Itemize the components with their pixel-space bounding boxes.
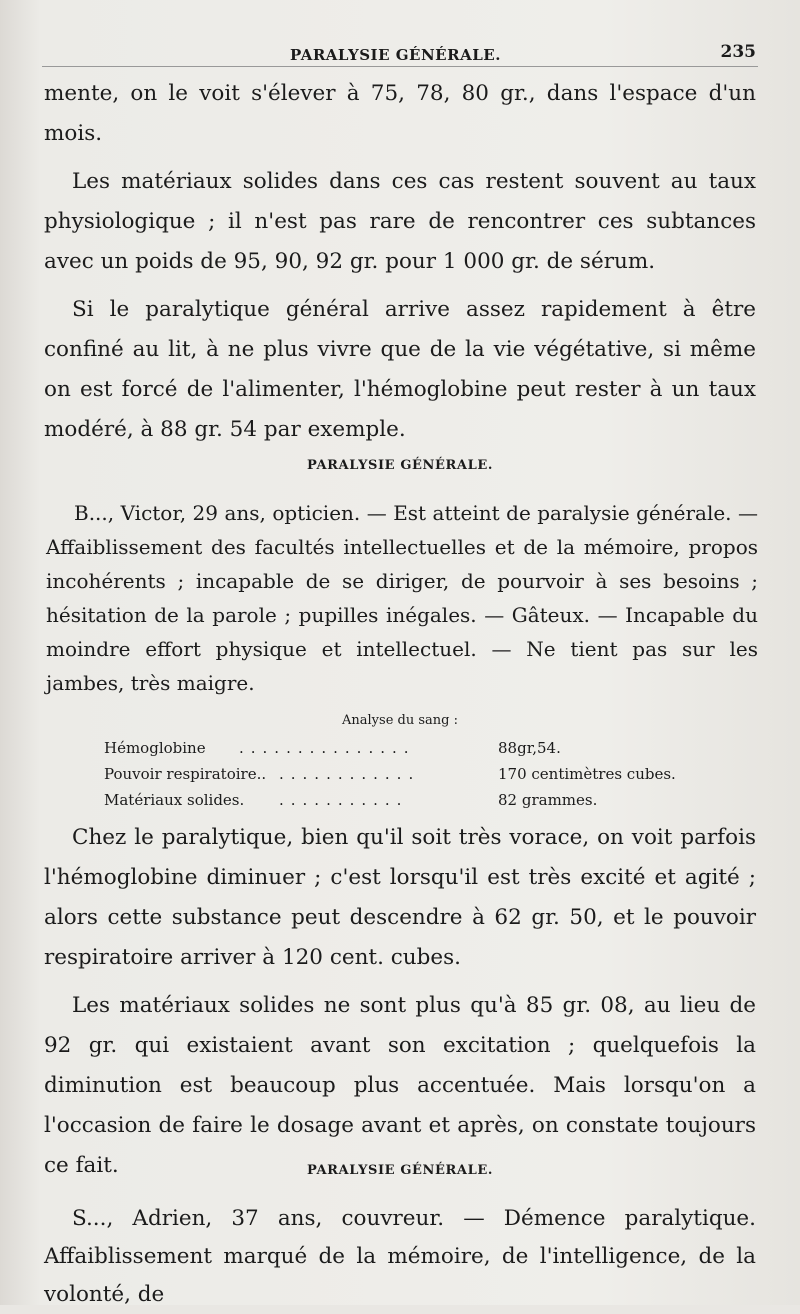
text-block-top [44, 74, 756, 450]
analysis-title: Analyse du sang : [342, 713, 458, 728]
running-title: PARALYSIE GÉNÉRALE. [290, 46, 501, 64]
paragraph: mente, on le voit s'élever à 75, 78, 80 gr., dans l'espace d'un mois. [44, 81, 756, 146]
paragraph: Chez le paralytique, bien qu'il soit très vorace, on voit parfois l'hémoglobine diminuer ; c'est lorsqu'il est très excité et agité ; alors cette substance peut descendre à 62 gr. 50, et le pouvoir respiratoire arriver à 120 cent. cubes. [44, 825, 756, 970]
analysis-label: Pouvoir respiratoire.. [104, 765, 267, 783]
section-title: PARALYSIE GÉNÉRALE. [307, 1163, 493, 1178]
analysis-value: 82 grammes. [498, 791, 598, 809]
analysis-label: Hémoglobine [104, 739, 206, 757]
case-description [46, 496, 758, 700]
analysis-value: 88gr,54. [498, 739, 561, 757]
section-title: PARALYSIE GÉNÉRALE. [307, 458, 493, 473]
page-number: 235 [720, 42, 756, 62]
analysis-value: 170 centimètres cubes. [498, 765, 676, 783]
text-block-middle [44, 818, 756, 1186]
analysis-row [104, 761, 704, 787]
paragraph: Les matériaux solides ne sont plus qu'à 85 gr. 08, au lieu de 92 gr. qui existaient avant son excitation ; quelquefois la diminution est beaucoup plus accentuée. Mais lorsqu'on a l'occasion de faire le dosage avant et après, on constate toujours ce fait. [44, 993, 756, 1178]
header-rule [42, 66, 758, 67]
paragraph: Si le paralytique général arrive assez rapidement à être confiné au lit, à ne plus vivre que de la vie végétative, si même on est forcé de l'alimenter, l'hémoglobine peut rester à un taux modéré, à 88 gr. 54 par exemple. [44, 297, 756, 442]
case-paragraph: S..., Adrien, 37 ans, couvreur. — Démence paralytique. Affaiblissement marqué de la mémoire, de l'intelligence, de la volonté, de [44, 1206, 756, 1307]
running-head [0, 42, 800, 72]
analysis-row [104, 735, 704, 761]
analysis-row [104, 787, 704, 813]
paragraph: Les matériaux solides dans ces cas restent souvent au taux physiologique ; il n'est pas rare de rencontrer ces subtances avec un poids de 95, 90, 92 gr. pour 1 000 gr. de sérum. [44, 169, 756, 274]
analysis-table [104, 735, 704, 813]
text-block-bottom [44, 1200, 756, 1314]
leader-dots: ........... [279, 791, 409, 809]
leader-dots: ............... [239, 739, 416, 757]
leader-dots: ............ [279, 765, 421, 783]
case-paragraph: B..., Victor, 29 ans, opticien. — Est atteint de paralysie générale. — Affaiblissement des facultés intellectuelles et de la mémoire, propos incohérents ; incapable de se diriger, de pourvoir à ses besoins ; hésitation de la parole ; pupilles inégales. — Gâteux. — Incapable du moindre effort physique et intellectuel. — Ne tient pas sur les jambes, très maigre. [46, 501, 758, 695]
analysis-label: Matériaux solides. [104, 791, 245, 809]
